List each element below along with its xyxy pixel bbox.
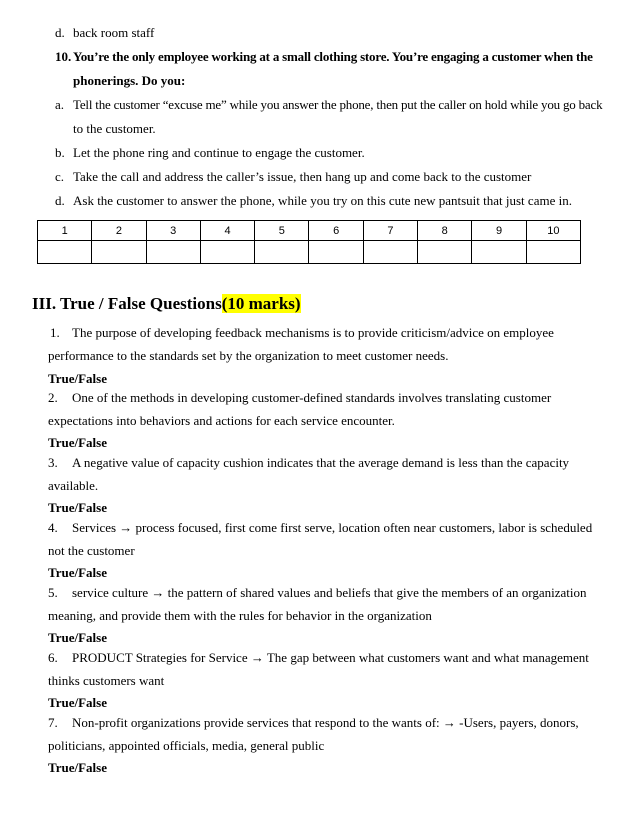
answer-cell[interactable] xyxy=(255,241,309,264)
option-text: Let the phone ring and continue to engage the customer. xyxy=(73,145,365,160)
answer-table-header-row xyxy=(38,221,581,241)
answer-cell[interactable] xyxy=(526,241,580,264)
option-letter: c. xyxy=(55,169,65,184)
tf-question-number: 4. xyxy=(48,520,58,535)
tf-question-text: not the customer xyxy=(48,543,135,558)
tf-question-text: available. xyxy=(48,478,99,493)
tf-answer-prompt: True/False xyxy=(48,500,107,515)
answer-table-answer-row xyxy=(38,241,581,264)
answer-table xyxy=(37,220,581,264)
answer-table-header-cell: 5 xyxy=(255,221,309,241)
answer-cell[interactable] xyxy=(418,241,472,264)
answer-cell[interactable] xyxy=(146,241,200,264)
tf-question-number: 3. xyxy=(48,455,58,470)
answer-cell[interactable] xyxy=(472,241,526,264)
answer-table-header-cell: 1 xyxy=(38,221,92,241)
option-text: back room staff xyxy=(73,25,155,40)
tf-question-text: service culture → the pattern of shared values and beliefs that give the members of an organization xyxy=(72,585,587,600)
tf-question-text: A negative value of capacity cushion indicates that the average demand is less than the capacity xyxy=(72,455,570,470)
answer-table-header-cell: 3 xyxy=(146,221,200,241)
tf-question-text: PRODUCT Strategies for Service → The gap between what customers want and what management xyxy=(72,650,589,665)
tf-answer-prompt: True/False xyxy=(48,695,107,710)
tf-answer-prompt: True/False xyxy=(48,565,107,580)
tf-question-text: politicians, appointed officials, media, general public xyxy=(48,738,325,753)
tf-answer-prompt: True/False xyxy=(48,760,107,775)
option-letter: d. xyxy=(55,193,65,208)
answer-cell[interactable] xyxy=(200,241,254,264)
option-letter: d. xyxy=(55,25,65,40)
tf-question-text: One of the methods in developing customer-defined standards involves translating customer xyxy=(72,390,552,405)
section-marks: (10 marks) xyxy=(221,294,301,313)
option-text: Take the call and address the caller’s issue, then hang up and come back to the customer xyxy=(73,169,532,184)
tf-answer-prompt: True/False xyxy=(48,630,107,645)
section-heading xyxy=(32,293,301,315)
answer-table-header-cell: 9 xyxy=(472,221,526,241)
answer-table-header-cell: 6 xyxy=(309,221,363,241)
answer-cell[interactable] xyxy=(92,241,146,264)
tf-question-number: 6. xyxy=(48,650,58,665)
tf-answer-prompt: True/False xyxy=(48,371,107,386)
answer-cell[interactable] xyxy=(363,241,417,264)
answer-table-header-cell: 4 xyxy=(200,221,254,241)
section-title: III. True / False Questions xyxy=(32,294,222,313)
tf-question-text: Non-profit organizations provide services that respond to the wants of: → -Users, payers, donors, xyxy=(72,715,579,730)
answer-table-header-cell: 2 xyxy=(92,221,146,241)
question-number: 10. xyxy=(55,49,72,64)
answer-table-header-cell: 7 xyxy=(363,221,417,241)
tf-question-number: 1. xyxy=(50,325,60,340)
tf-question-text: performance to the standards set by the organization to meet customer needs. xyxy=(48,348,449,363)
tf-question-text: thinks customers want xyxy=(48,673,165,688)
question-text-line1: You’re the only employee working at a small clothing store. You’re engaging a customer when the xyxy=(73,49,593,64)
option-text: Ask the customer to answer the phone, while you try on this cute new pantsuit that just came in. xyxy=(73,193,572,208)
option-letter: a. xyxy=(55,97,65,112)
tf-question-text: expectations into behaviors and actions for each service encounter. xyxy=(48,413,395,428)
tf-question-number: 2. xyxy=(48,390,58,405)
tf-question-text: Services → process focused, first come first serve, location often near customers, labor is scheduled xyxy=(72,520,593,535)
tf-question-text: meaning, and provide them with the rules for behavior in the organization xyxy=(48,608,432,623)
answer-table-header-cell: 10 xyxy=(526,221,580,241)
option-text: to the customer. xyxy=(73,121,156,136)
tf-question-text: The purpose of developing feedback mechanisms is to provide criticism/advice on employee xyxy=(72,325,554,340)
tf-question-number: 7. xyxy=(48,715,58,730)
question-text-line2: phonerings. Do you: xyxy=(73,73,186,88)
option-text: Tell the customer “excuse me” while you answer the phone, then put the caller on hold while you go back xyxy=(73,97,603,112)
tf-answer-prompt: True/False xyxy=(48,435,107,450)
answer-table-header-cell: 8 xyxy=(418,221,472,241)
answer-cell[interactable] xyxy=(38,241,92,264)
option-letter: b. xyxy=(55,145,65,160)
answer-cell[interactable] xyxy=(309,241,363,264)
tf-question-number: 5. xyxy=(48,585,58,600)
